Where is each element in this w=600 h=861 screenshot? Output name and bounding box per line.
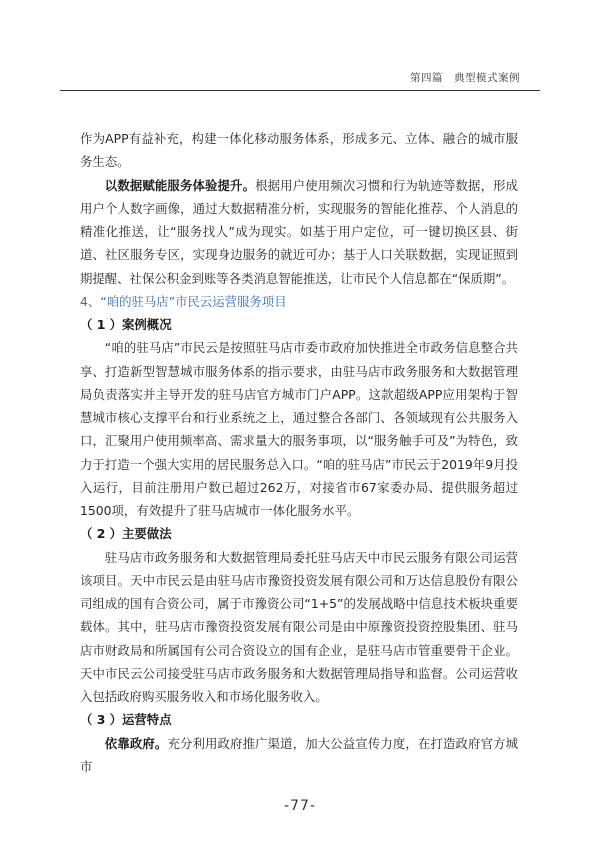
paragraph-data-empowerment bbox=[80, 174, 518, 290]
subsection-heading-overview: （ 1 ）案例概况 bbox=[80, 317, 172, 332]
paragraph-text: 根据用户使用频次习惯和行为轨迹等数据，形成用户个人数字画像，通过大数据精准分析，实现服务的智能化推荐、个人消息的精准化推送，让“服务找人”成为现实。如基于用户定位，可一键切换区县、街道、社区服务专区，实现身边服务的就近可办；基于人口关联数据，实现证照到期提醒、社保公积金到账等各类消息智能推送，让市民个人信息都在“保质期”。 bbox=[80, 177, 519, 286]
paragraph-lead: 依靠政府。 bbox=[104, 735, 168, 751]
paragraph-features bbox=[80, 732, 518, 779]
subsection-heading-features: （ 3 ）运营特点 bbox=[80, 712, 172, 728]
page-number: -77- bbox=[284, 798, 316, 814]
page-body bbox=[80, 127, 518, 778]
paragraph-text: 充分利用政府推广渠道，加大公益宣传力度，在打造政府官方城市 bbox=[80, 735, 519, 774]
subsection-heading-approach: （ 2 ）主要做法 bbox=[80, 526, 172, 542]
paragraph-lead: 以数据赋能服务体验提升。 bbox=[104, 177, 256, 193]
paragraph-approach: 驻马店市政务服务和大数据管理局委托驻马店天中市民云服务有限公司运营该项目。天中市民云是由驻马店市豫资投资发展有限公司和万达信息股份有限公司组成的国有合资公司，属于市豫资公司“1+5”的发展战略中信息技术板块重要载体。其中，驻马店市豫资投资发展有限公司是由中原豫资投资控股集团、驻马店市财政局和所属国有公司合资设立的国有企业，是驻马店市管重要骨干企业。天中市民云公司接受驻马店市政务服务和大数据管理局指导和监督。公司运营收入包括政府购买服务收入和市场化服务收入。 bbox=[80, 549, 518, 704]
header-divider bbox=[60, 90, 540, 91]
paragraph-overview: “咱的驻马店”市民云是按照驻马店市委市政府加快推进全市政务信息整合共享、打造新型智慧城市服务体系的指示要求，由驻马店市政务服务和大数据管理局负责落实并主导开发的驻马店官方城市门户APP。这款超级APP应用架构于智慧城市核心支撑平台和行业系统之上，通过整合各部门、各领域现有公共服务入口，汇聚用户使用频率高、需求量大的服务事项，以“服务触手可及”为特色，致力于打造一个强大实用的居民服务总入口。“咱的驻马店”市民云于2019年9月投入运行，目前注册用户数已超过262万，对接省市67家委办局、提供服务超过1500项，有效提升了驻马店城市一体化服务水平。 bbox=[80, 340, 518, 518]
running-header: 第四篇 典型模式案例 bbox=[410, 72, 520, 84]
section-heading: 4、“咱的驻马店”市民云运营服务项目 bbox=[80, 293, 287, 309]
paragraph-continuation: 作为APP有益补充，构建一体化移动服务体系，形成多元、立体、融合的城市服务生态。 bbox=[80, 131, 518, 170]
